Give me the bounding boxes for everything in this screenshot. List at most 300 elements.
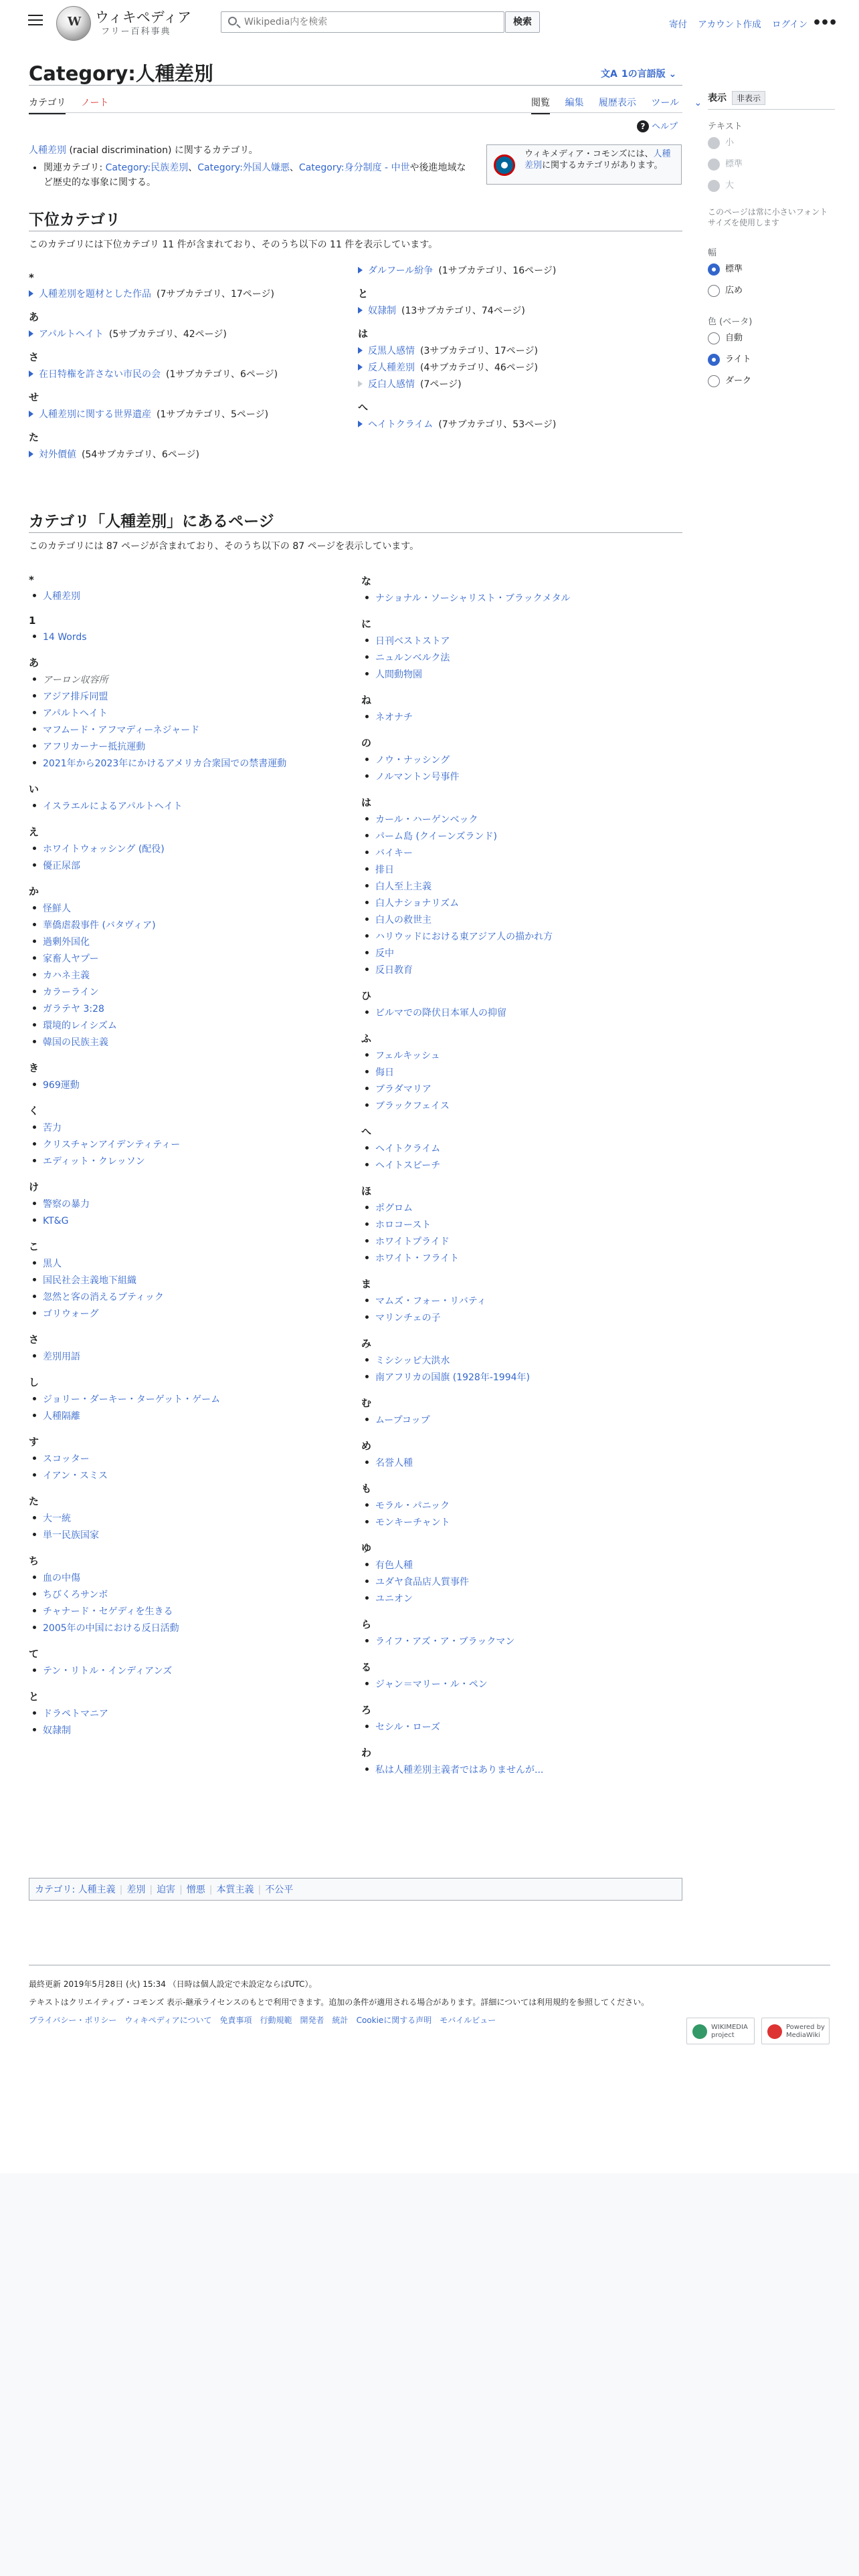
page-link[interactable]: ナショナル・ソーシャリスト・ブラックメタル — [375, 593, 571, 604]
page-link[interactable]: ちびくろサンボ — [43, 1590, 108, 1600]
last-modified: 最終更新 2019年5月28日 (火) 15:34 （日時は個人設定で未設定ならばUTC）。 — [29, 1979, 317, 1989]
footer-links — [29, 2014, 504, 2026]
expand-triangle-icon[interactable] — [358, 364, 363, 370]
page-link[interactable]: ブラダマリア — [375, 1084, 432, 1095]
bullet — [365, 1580, 369, 1583]
catlink[interactable]: 迫害 — [157, 1885, 176, 1895]
page-group — [361, 1438, 682, 1472]
page-link[interactable]: 大一統 — [43, 1513, 71, 1524]
page-link[interactable]: 韓国の民族主義 — [43, 1037, 108, 1048]
page-link[interactable]: エディット・クレッソン — [43, 1156, 145, 1167]
subcategory-link[interactable]: ヘイトクライム — [368, 419, 434, 430]
page-link[interactable]: カラーライン — [43, 987, 99, 998]
bullet — [365, 1563, 369, 1566]
list-item — [29, 706, 350, 722]
expand-triangle-icon[interactable] — [29, 330, 33, 337]
catlinks-separator: | — [149, 1885, 153, 1895]
color-dark[interactable] — [708, 374, 835, 395]
list-item — [29, 1018, 350, 1035]
subcategory-link[interactable]: 人種差別を題材とした作品 — [39, 289, 151, 300]
subcategory-item — [358, 343, 679, 360]
expand-triangle-icon[interactable] — [358, 347, 363, 354]
footer-link[interactable]: Cookieに関する声明 — [356, 2016, 432, 2025]
group-letter: の — [361, 737, 372, 749]
catlinks-item — [145, 1885, 175, 1895]
page-link[interactable]: 南アフリカの国旗 (1928年-1994年) — [375, 1372, 530, 1383]
commons-link[interactable]: 人種差別 — [524, 149, 671, 171]
bullet — [365, 884, 369, 887]
color-auto[interactable] — [708, 331, 835, 352]
page-link[interactable]: 2021年から2023年にかけるアメリカ合衆国での禁書運動 — [43, 758, 287, 769]
bullet — [365, 1070, 369, 1073]
page-link[interactable]: 有色人種 — [375, 1560, 413, 1571]
chevron-down-icon: ⌄ — [694, 98, 702, 108]
page-link[interactable]: ヘイトスピーチ — [375, 1160, 441, 1171]
list-item — [361, 591, 682, 607]
bullet — [365, 639, 369, 642]
intro-line — [29, 143, 470, 158]
list-item — [361, 1158, 682, 1174]
page-link[interactable]: ブラックフェイス — [375, 1101, 450, 1111]
subcategory-item — [29, 286, 350, 303]
page-link[interactable]: ニュルンベルク法 — [375, 653, 450, 663]
page-link[interactable]: アフリカーナー抵抗運動 — [43, 742, 146, 752]
page-link[interactable]: 名誉人種 — [375, 1458, 413, 1469]
list-item — [29, 1213, 350, 1230]
create-account-link[interactable]: アカウント作成 — [698, 19, 761, 30]
subcategories-left — [29, 272, 350, 470]
color-auto-label: 自動 — [725, 333, 743, 343]
list-item — [361, 1310, 682, 1327]
list-item — [29, 1604, 350, 1620]
page-link[interactable]: 2005年の中国における反日活動 — [43, 1623, 179, 1634]
list-item — [29, 841, 350, 858]
page-link[interactable]: マリンチェの子 — [375, 1313, 441, 1323]
page-link[interactable]: 排日 — [375, 865, 394, 875]
page-title: Category:人種差別 — [29, 62, 213, 85]
page-group — [361, 1336, 682, 1386]
subcategory-item — [358, 360, 679, 377]
intro-link[interactable]: 人種差別 — [29, 145, 66, 156]
page-link[interactable]: ゴリウォーグ — [43, 1309, 99, 1319]
page-link[interactable]: フェルキッシュ — [375, 1051, 440, 1061]
page-group — [29, 1494, 350, 1544]
hide-button[interactable]: 非表示 — [732, 91, 765, 105]
tabs-divider — [29, 112, 682, 113]
radio-width-standard[interactable] — [708, 263, 720, 276]
footer-link[interactable]: 行動規範 — [260, 2016, 292, 2025]
subcategory-group — [358, 263, 679, 280]
bullet — [33, 1006, 36, 1010]
catlinks-label[interactable]: カテゴリ: — [35, 1885, 76, 1895]
page-link[interactable]: KT&G — [43, 1216, 69, 1226]
page-link[interactable]: ヘイトクライム — [375, 1144, 441, 1154]
text-size-small — [708, 136, 835, 157]
text-size-hint: このページは常に小さいフォントサイズを使用します — [708, 207, 828, 227]
list-item — [29, 1256, 350, 1273]
related-link[interactable]: Category:身分制度 - 中世 — [298, 163, 410, 173]
list-item — [29, 798, 350, 815]
list-item — [361, 862, 682, 879]
width-standard[interactable] — [708, 262, 835, 284]
page-link[interactable]: 日刊ベストストア — [375, 636, 450, 647]
page-group — [29, 1553, 350, 1637]
page-link[interactable]: モンキーチャント — [375, 1517, 450, 1528]
catlinks-box — [29, 1878, 682, 1901]
bullet — [33, 1261, 36, 1265]
footer-link[interactable]: 免責事項 — [219, 2016, 252, 2025]
bullet — [33, 728, 36, 731]
chevron-down-icon: ⌄ — [668, 69, 677, 80]
list-item — [361, 1293, 682, 1310]
language-button[interactable] — [601, 67, 676, 80]
subcategory-item — [29, 407, 350, 423]
subcategory-count: (7サブカテゴリ、53ページ) — [438, 419, 557, 430]
group-letter: る — [361, 1661, 372, 1673]
group-letter: ほ — [361, 1185, 372, 1197]
text-size-small-label: 小 — [725, 138, 735, 148]
wikimedia-badge[interactable] — [686, 2018, 755, 2044]
list-item — [361, 1005, 682, 1022]
page-group — [361, 1124, 682, 1174]
more-options-icon[interactable]: ••• — [812, 15, 837, 31]
main-menu-icon[interactable] — [28, 15, 43, 27]
heading-divider — [29, 532, 682, 533]
radio-color-auto[interactable] — [708, 332, 720, 344]
page-link[interactable]: ホロコースト — [375, 1220, 432, 1230]
page-link[interactable]: 白人ナショナリズム — [375, 898, 460, 909]
tab-talk[interactable]: ノート — [80, 98, 109, 108]
appearance-sidebar — [708, 91, 835, 395]
list-item — [29, 934, 350, 951]
page-link[interactable]: 黒人 — [43, 1259, 62, 1269]
list-item — [361, 1558, 682, 1574]
page-link[interactable]: 969運動 — [43, 1080, 80, 1091]
page-link[interactable]: イスラエルによるアパルトヘイト — [43, 801, 183, 812]
page-link[interactable]: セシル・ローズ — [375, 1722, 440, 1733]
page-link[interactable]: 環境的レイシズム — [43, 1021, 117, 1031]
expand-triangle-icon[interactable] — [358, 421, 363, 427]
subcategory-count: (13サブカテゴリ、74ページ) — [401, 306, 525, 316]
page-link[interactable]: モラル・パニック — [375, 1501, 450, 1511]
bullet — [33, 1728, 36, 1731]
text-size-label: テキスト — [708, 122, 743, 132]
tab-edit[interactable]: 編集 — [565, 98, 584, 108]
list-item — [29, 951, 350, 968]
page-link[interactable]: アーロン収容所 — [43, 675, 108, 685]
group-letter: せ — [29, 391, 39, 403]
list-item — [361, 962, 682, 979]
group-letter: し — [29, 1376, 39, 1388]
group-letter: め — [361, 1440, 372, 1452]
width-standard-label: 標準 — [725, 264, 743, 274]
group-letter: ま — [361, 1278, 372, 1290]
help-icon: ? — [637, 120, 649, 132]
page-link[interactable]: 侮日 — [375, 1067, 394, 1078]
subcategory-count: (7ページ) — [420, 379, 462, 390]
radio-color-light[interactable] — [708, 354, 720, 366]
appearance-heading — [708, 91, 835, 110]
subcategory-link[interactable]: 奴隷制 — [368, 306, 396, 316]
search-box[interactable] — [221, 11, 504, 33]
bullet — [365, 1146, 369, 1150]
bullet — [365, 1239, 369, 1243]
list-item — [29, 1587, 350, 1604]
mediawiki-logo-icon — [767, 2024, 782, 2039]
bullet — [365, 1767, 369, 1771]
page-group — [361, 1541, 682, 1608]
list-item — [29, 1137, 350, 1154]
tab-history[interactable]: 履歴表示 — [598, 98, 636, 108]
list-item — [29, 1196, 350, 1213]
bullet — [365, 851, 369, 854]
language-count: 1の言語版 — [621, 69, 666, 80]
radio-width-wide[interactable] — [708, 285, 720, 297]
search-input[interactable] — [244, 15, 498, 29]
page-link[interactable]: ポグロム — [375, 1203, 413, 1214]
personal-tools — [669, 17, 816, 30]
page-group — [361, 1396, 682, 1429]
list-item — [29, 918, 350, 934]
expand-triangle-icon[interactable] — [358, 307, 363, 314]
expand-triangle-icon[interactable] — [29, 370, 33, 377]
page-link[interactable]: ノルマントン号事件 — [375, 772, 460, 782]
page-link[interactable]: ミシシッピ大洪水 — [375, 1356, 450, 1366]
list-item — [361, 752, 682, 769]
catlink[interactable]: 不公平 — [265, 1885, 294, 1895]
catlinks-separator: | — [209, 1885, 213, 1895]
page-link[interactable]: 過剰外国化 — [43, 937, 90, 948]
list-item — [361, 1719, 682, 1736]
page-link[interactable]: バイキー — [375, 848, 413, 859]
page-link[interactable]: 白人の救世主 — [375, 915, 432, 926]
page-link[interactable]: クリスチャンアイデンティティー — [43, 1140, 181, 1150]
page-link[interactable]: 単一民族国家 — [43, 1530, 99, 1541]
footer-link[interactable]: モバイルビュー — [440, 2016, 496, 2025]
subcategory-group — [29, 430, 350, 463]
related-link[interactable]: Category:外国人嫌悪 — [197, 163, 290, 173]
page-link[interactable]: ライフ・アズ・ア・ブラックマン — [375, 1636, 515, 1647]
related-suffix: や後進地域など歴史的な事象に関する。 — [43, 163, 466, 188]
list-item — [29, 629, 350, 646]
list-item — [361, 1677, 682, 1693]
page-link[interactable]: 反日教育 — [375, 965, 413, 976]
group-letter: な — [361, 575, 372, 587]
bullet — [33, 863, 36, 867]
list-item — [361, 895, 682, 912]
tab-read[interactable]: 閲覧 — [531, 96, 550, 114]
help-link[interactable] — [637, 119, 678, 132]
subcategory-item — [29, 447, 350, 463]
page-link[interactable]: スコッター — [43, 1454, 90, 1465]
page-link[interactable]: イアン・スミス — [43, 1471, 108, 1481]
tab-category[interactable]: カテゴリ — [29, 96, 66, 114]
donate-link[interactable]: 寄付 — [669, 19, 687, 30]
page-link[interactable]: ホワイトウォッシング (配役) — [43, 844, 165, 855]
page-link[interactable]: ジョリー・ダーキー・ターゲット・ゲーム — [43, 1394, 221, 1405]
subcategory-group — [358, 286, 679, 320]
page-link[interactable]: パーム島 (クイーンズランド) — [375, 831, 497, 842]
wikipedia-globe-icon[interactable] — [56, 6, 91, 41]
page-group — [361, 736, 682, 786]
page-link[interactable]: アパルトヘイト — [43, 708, 108, 719]
page-link[interactable]: 忽然と客の消えるブティック — [43, 1292, 164, 1303]
color-light[interactable] — [708, 352, 835, 374]
list-item — [361, 1515, 682, 1531]
bullet — [365, 1520, 369, 1523]
login-link[interactable]: ログイン — [771, 19, 808, 30]
subcategory-link[interactable]: 反黒人感情 — [368, 346, 415, 356]
bullet — [33, 1142, 36, 1146]
page-link[interactable]: 反中 — [375, 948, 394, 959]
page-link[interactable]: マムズ・フォー・リバティ — [375, 1296, 486, 1307]
page-link[interactable]: 血の中傷 — [43, 1573, 80, 1584]
pages-left — [29, 574, 350, 1749]
tab-tools[interactable] — [651, 96, 714, 117]
page-link[interactable]: アジア排斥同盟 — [43, 691, 108, 702]
catlink[interactable]: 憎悪 — [186, 1885, 205, 1895]
page-link[interactable]: 苦力 — [43, 1123, 62, 1134]
group-letter: あ — [29, 657, 39, 669]
bullet — [33, 594, 36, 597]
group-letter: へ — [361, 1125, 372, 1138]
page-link[interactable]: 人間動物園 — [375, 669, 422, 680]
commons-post: に関するカテゴリがあります。 — [542, 160, 663, 171]
page-link[interactable]: 奴隷制 — [43, 1725, 71, 1736]
group-letter: * — [29, 574, 34, 586]
radio-color-dark[interactable] — [708, 375, 720, 387]
page-link[interactable]: 怪鮮人 — [43, 903, 71, 914]
width-wide-label: 広め — [725, 286, 743, 296]
related-link[interactable]: Category:民族差別 — [105, 163, 189, 173]
expand-triangle-icon[interactable] — [29, 411, 33, 417]
bullet — [365, 1163, 369, 1166]
footer-link[interactable]: 統計 — [332, 2016, 349, 2025]
catlink[interactable]: 本質主義 — [216, 1885, 254, 1895]
page-group — [29, 1180, 350, 1230]
bullet — [33, 1592, 36, 1596]
page-bottom — [0, 2173, 859, 2576]
subcategory-link[interactable]: アパルトヘイト — [39, 329, 104, 340]
subcategory-link[interactable]: 人種差別に関する世界遺産 — [39, 409, 151, 420]
page-link[interactable]: ジャン＝マリー・ル・ペン — [375, 1679, 488, 1690]
page-link[interactable]: 14 Words — [43, 632, 87, 643]
page-link[interactable]: ユニオン — [375, 1594, 413, 1604]
page-link[interactable]: カハネ主義 — [43, 970, 90, 981]
page-link[interactable]: ホワイトプライド — [375, 1237, 450, 1247]
width-wide[interactable] — [708, 284, 835, 305]
radio-standard — [708, 158, 720, 171]
subcategory-item — [29, 326, 350, 343]
expand-triangle-icon[interactable] — [29, 451, 33, 457]
list-item — [29, 1527, 350, 1544]
catlink[interactable]: 差別 — [126, 1885, 146, 1895]
page-link[interactable]: テン・リトル・インディアンズ — [43, 1666, 173, 1677]
page-link[interactable]: カール・ハーゲンベック — [375, 815, 478, 825]
bullet — [365, 715, 369, 718]
group-letter: い — [29, 783, 39, 795]
page-link[interactable]: 差別用語 — [43, 1352, 80, 1362]
expand-triangle-icon[interactable] — [358, 381, 363, 387]
bullet — [33, 906, 36, 909]
list-item — [29, 672, 350, 689]
page-group — [361, 617, 682, 683]
subcategory-link[interactable]: 在日特権を許さない市民の会 — [39, 369, 161, 380]
wikimedia-badge-text: WIKIMEDIA project — [711, 2024, 748, 2039]
bullet — [33, 677, 36, 681]
subcategory-link[interactable]: 反白人感情 — [368, 379, 415, 390]
bullet — [365, 1087, 369, 1090]
subcategory-link[interactable]: 対外價値 — [39, 449, 76, 460]
bullet — [33, 1295, 36, 1298]
bullet — [33, 1473, 36, 1477]
footer-link[interactable]: 開発者 — [300, 2016, 324, 2025]
list-item — [361, 1217, 682, 1234]
page-link[interactable]: 華僑虐殺事件 (バタヴィア) — [43, 920, 156, 931]
bullet — [365, 596, 369, 599]
page-link[interactable]: ドラペトマニア — [43, 1709, 108, 1719]
expand-triangle-icon[interactable] — [358, 267, 363, 274]
bullet — [365, 817, 369, 821]
page-link[interactable]: ユダヤ食品店人質事件 — [375, 1577, 469, 1588]
bullet — [33, 744, 36, 748]
subcategory-link[interactable]: ダルフール紛争 — [368, 265, 434, 276]
list-item — [361, 769, 682, 786]
page-link[interactable]: マフムード・アフマディーネジャード — [43, 725, 200, 736]
subcategory-count: (4サブカテゴリ、46ページ) — [420, 362, 538, 373]
list-item — [361, 879, 682, 895]
page-link[interactable]: ホワイト・フライト — [375, 1253, 460, 1264]
bullet — [365, 672, 369, 675]
subcategory-link[interactable]: 反人種差別 — [368, 362, 415, 373]
page-link[interactable]: ハリウッドにおける東アジア人の描かれ方 — [375, 932, 553, 942]
list-item — [29, 689, 350, 706]
page-link[interactable]: 人種隔離 — [43, 1411, 80, 1422]
page-link[interactable]: 家畜人ヤプー — [43, 954, 99, 964]
page-link[interactable]: 人種差別 — [43, 591, 80, 602]
bullet — [365, 867, 369, 871]
list-item — [29, 1154, 350, 1170]
logo-wordmark[interactable]: ウィキペディア — [95, 9, 192, 25]
subcategory-count: (54サブカテゴリ、6ページ) — [82, 449, 199, 460]
list-item — [361, 929, 682, 946]
page-link[interactable]: 白人至上主義 — [375, 881, 432, 892]
page-group — [29, 1646, 350, 1680]
page-link[interactable]: ネオナチ — [375, 712, 413, 723]
expand-triangle-icon[interactable] — [29, 290, 33, 297]
list-item — [361, 1200, 682, 1217]
group-letter: ろ — [361, 1704, 372, 1716]
page-link[interactable]: 警察の暴力 — [43, 1199, 90, 1210]
catlink[interactable]: 人種主義 — [78, 1885, 116, 1895]
page-link[interactable]: 私は人種差別主義者ではありませんが... — [375, 1765, 544, 1776]
page-group — [29, 1061, 350, 1094]
page-link[interactable]: ムープコップ — [375, 1415, 430, 1426]
page-link[interactable]: ノウ・ナッシング — [375, 755, 450, 766]
page-link[interactable]: チャナード・セゲディを生きる — [43, 1606, 173, 1617]
page-link[interactable]: 国民社会主義地下組織 — [43, 1275, 136, 1286]
footer-link[interactable]: プライバシー・ポリシー — [29, 2016, 117, 2025]
mediawiki-badge[interactable] — [761, 2018, 830, 2044]
search-button[interactable]: 検索 — [505, 11, 540, 33]
title-divider — [29, 85, 682, 86]
color-label: 色 (ベータ) — [708, 317, 753, 327]
page-link[interactable]: ガラテヤ 3:28 — [43, 1004, 104, 1014]
page-link[interactable]: ビルマでの降伏日本軍人の抑留 — [375, 1008, 506, 1018]
list-item — [29, 1620, 350, 1637]
footer-link[interactable]: ウィキペディアについて — [124, 2016, 212, 2025]
page-link[interactable]: 優正尿部 — [43, 861, 80, 871]
